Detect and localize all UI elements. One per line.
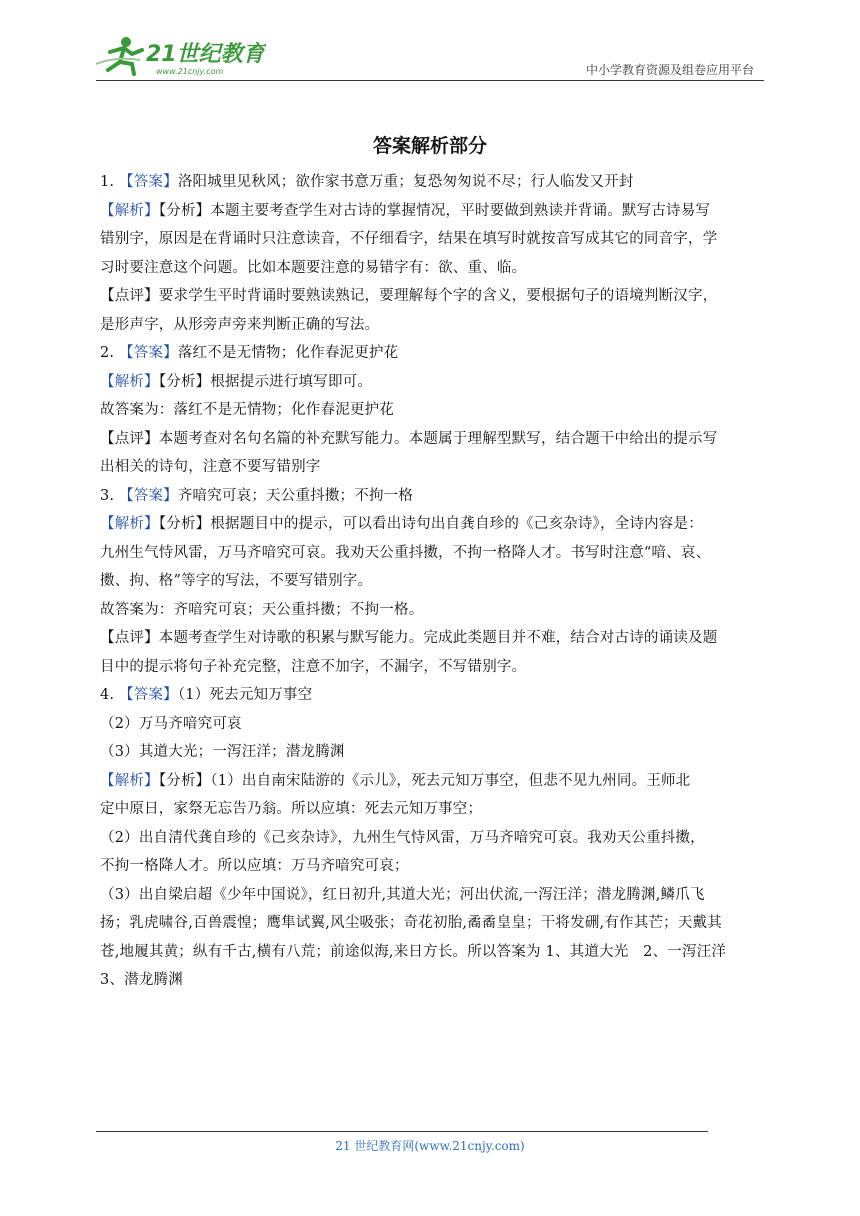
answer-label: 【解析】 (100, 202, 159, 219)
content-line (100, 168, 764, 197)
content-line (100, 311, 764, 340)
page-title: 答案解析部分 (372, 135, 487, 157)
header-divider (96, 80, 764, 81)
content-line (100, 425, 764, 454)
line-text: 3. (100, 487, 120, 504)
line-text: （2）万马齐喑究可哀 (100, 715, 242, 732)
answer-label: 【答案】 (119, 687, 178, 703)
content-line (100, 681, 764, 710)
line-text: 苍,地履其黄；纵有千古,横有八荒；前途似海,来日方长。所以答案为 1、其道大光 2、一泻汪洋 (100, 943, 727, 960)
content-line (100, 852, 764, 881)
line-text: （3）其道大光；一泻汪洋；潜龙腾渊 (100, 744, 345, 760)
line-text: 4. (100, 687, 120, 703)
line-text: 【分析】根据提示进行填写即可。 (158, 373, 373, 390)
line-text: 【点评】本题考查学生对诗歌的积累与默写能力。完成此类题目并不难，结合对古诗的诵读及题 (100, 630, 718, 646)
line-text: 擞、拘、格”等字的写法，不要写错别字。 (100, 573, 373, 589)
line-text: 扬；乳虎啸谷,百兽震惶；鹰隼试翼,风尘吸张；奇花初胎,矞矞皇皇；干将发硎,有作其芒；天戴其 (100, 915, 722, 931)
content-line (100, 710, 764, 739)
line-text: （2）出自清代龚自珍的《己亥杂诗》，九州生气恃风雷，万马齐喑究可哀。我劝天公重抖擞， (100, 829, 705, 846)
content-line (100, 396, 764, 425)
content-line (100, 539, 764, 568)
content-line (100, 254, 764, 283)
answer-label: 【解析】 (100, 516, 159, 532)
line-text: 【分析】本题主要考查学生对古诗的掌握情况，平时要做到熟读并背诵。默写古诗易写 (158, 202, 711, 219)
line-text: 落红不是无情物；化作春泥更护花 (177, 345, 399, 361)
content-line (100, 510, 764, 539)
line-text: 目中的提示将句子补充完整，注意不加字，不漏字，不写错别字。 (100, 658, 527, 675)
content-line (100, 282, 764, 311)
svg-text:www.21cnjy.com: www.21cnjy.com (156, 67, 224, 76)
content-line (100, 225, 764, 254)
line-text: 错别字，原因是在背诵时只注意读音，不仔细看字，结果在填写时就按音写成其它的同音字，学 (100, 231, 718, 247)
line-text: （1）死去元知万事空 (177, 687, 313, 703)
line-text: 齐喑究可哀；天公重抖擞；不拘一格 (177, 487, 414, 504)
content-line (100, 197, 764, 226)
answer-label: 【解析】 (100, 772, 159, 789)
answer-label: 【解析】 (100, 373, 159, 390)
line-text: 不拘一格降人才。所以应填：万马齐喑究可哀； (100, 858, 409, 874)
line-text: 【分析】根据题目中的提示，可以看出诗句出自龚自珍的《己亥杂诗》，全诗内容是： (158, 516, 703, 532)
content-line (100, 368, 764, 397)
content-line (100, 567, 764, 596)
footer-source: 21 世纪教育网(www.21cnjy.com) (335, 1139, 525, 1153)
answer-content (100, 168, 764, 995)
content-line (100, 339, 764, 368)
content-line (100, 738, 764, 767)
content-line (100, 482, 764, 511)
content-line (100, 767, 764, 796)
line-text: 九州生气恃风雷，万马齐喑究可哀。我劝天公重抖擞，不拘一格降人才。书写时注意“喑、哀、 (100, 544, 711, 561)
line-text: 故答案为：齐喑究可哀；天公重抖擞；不拘一格。 (100, 601, 424, 618)
line-text: 出相关的诗句，注意不要写错别字 (100, 459, 321, 475)
line-text: 习时要注意这个问题。比如本题要注意的易错字有：欲、重、临。 (100, 259, 527, 276)
content-line (100, 966, 764, 995)
footer-divider (96, 1131, 708, 1132)
line-text: （3）出自梁启超《少年中国说》，红日初升,其道大光；河出伏流,一泻汪洋；潜龙腾渊,鳞爪飞 (100, 886, 705, 903)
content-line (100, 938, 764, 967)
site-logo (96, 34, 266, 78)
page-header (96, 34, 764, 82)
content-line (100, 596, 764, 625)
line-text: 3、潜龙腾渊 (100, 972, 183, 988)
content-line (100, 795, 764, 824)
line-text: 定中原日，家祭无忘告乃翁。所以应填：死去元知万事空； (100, 801, 483, 817)
answer-label: 【答案】 (119, 487, 178, 504)
content-line (100, 881, 764, 910)
content-line (100, 824, 764, 853)
line-text: 是形声字，从形旁声旁来判断正确的写法。 (100, 316, 380, 333)
line-text: 1. (100, 174, 120, 190)
line-text: 【点评】要求学生平时背诵时要熟读熟记，要理解每个字的含义，要根据句子的语境判断汉字， (100, 288, 718, 304)
svg-text:21世纪教育: 21世纪教育 (146, 42, 265, 67)
content-line (100, 453, 764, 482)
platform-name: 中小学教育资源及组卷应用平台 (585, 63, 754, 77)
line-text: 故答案为：落红不是无情物；化作春泥更护花 (100, 402, 394, 418)
line-text: 2. (100, 345, 120, 361)
line-text: 【分析】（1）出自南宋陆游的《示儿》，死去元知万事空，但悲不见九州同。王师北 (158, 772, 691, 789)
content-line (100, 653, 764, 682)
content-line (100, 624, 764, 653)
line-text: 【点评】本题考查对名句名篇的补充默写能力。本题属于理解型默写，结合题干中给出的提示写 (100, 430, 718, 447)
content-line (100, 909, 764, 938)
answer-label: 【答案】 (119, 345, 178, 361)
answer-label: 【答案】 (119, 174, 178, 190)
line-text: 洛阳城里见秋风；欲作家书意万重；复恐匆匆说不尽；行人临发又开封 (177, 174, 634, 190)
